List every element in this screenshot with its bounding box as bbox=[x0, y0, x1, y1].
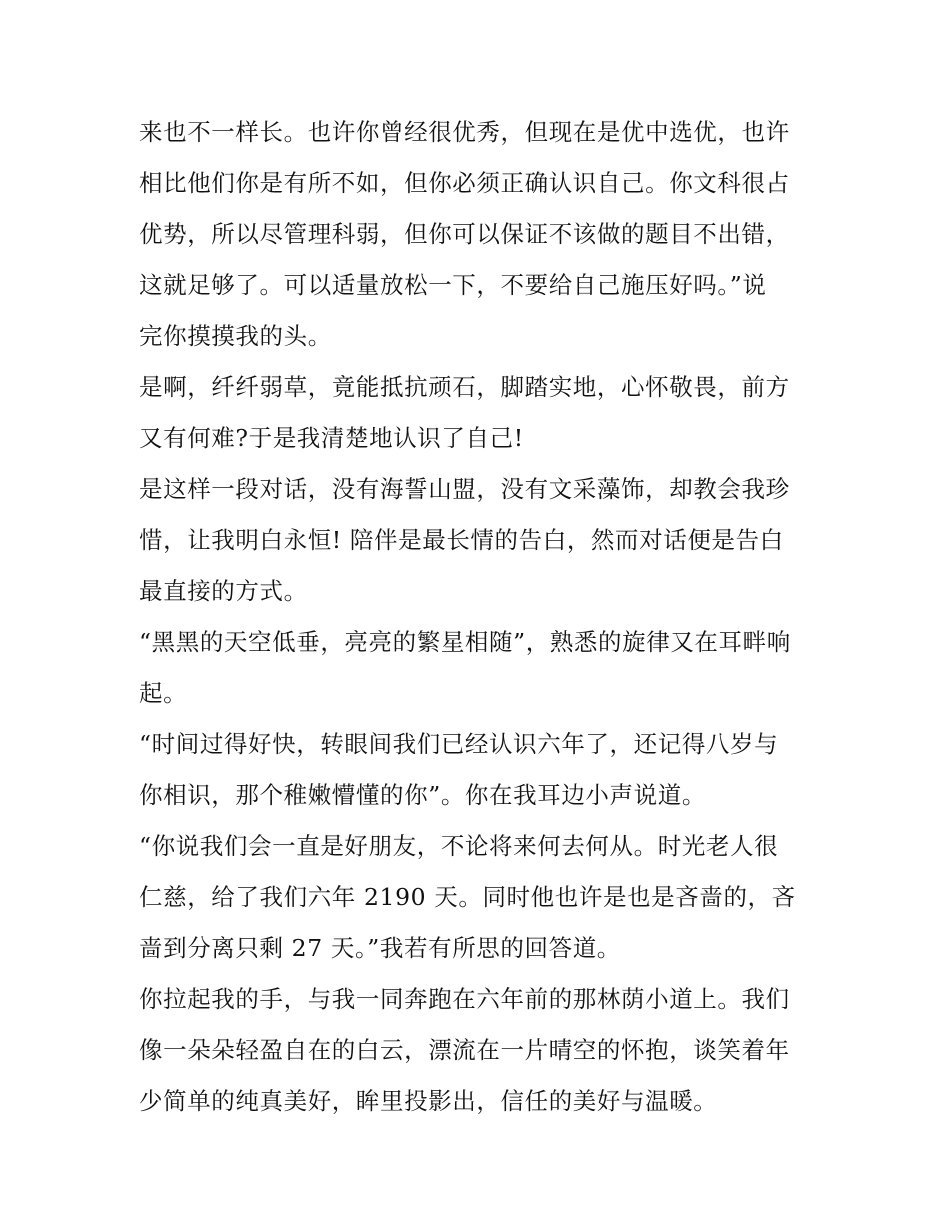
text-line: 完你摸摸我的头。 bbox=[139, 322, 332, 350]
text-line: 最直接的方式。 bbox=[139, 577, 308, 605]
text-line: 啬到分离只剩 27 天。”我若有所思的回答道。 bbox=[139, 934, 621, 962]
text-line: 仁慈，给了我们六年 2190 天。同时他也许是也是吝啬的，吝 bbox=[139, 883, 796, 911]
text-line: 像一朵朵轻盈自在的白云，漂流在一片晴空的怀抱，谈笑着年 bbox=[139, 1036, 790, 1064]
text-line: “黑黑的天空低垂，亮亮的繁星相随”，熟悉的旋律又在耳畔响 bbox=[139, 628, 791, 656]
text-line: 你相识，那个稚嫩懵懂的你”。你在我耳边小声说道。 bbox=[139, 781, 706, 809]
text-line: 少简单的纯真美好，眸里投影出，信任的美好与温暖。 bbox=[139, 1087, 718, 1115]
text-line: 你拉起我的手，与我一同奔跑在六年前的那林荫小道上。我们 bbox=[139, 985, 790, 1013]
text-line: 优势，所以尽管理科弱，但你可以保证不该做的题目不出错， bbox=[139, 220, 790, 248]
text-line: 是这样一段对话，没有海誓山盟，没有文采藻饰，却教会我珍 bbox=[139, 475, 790, 503]
text-line: 惜，让我明白永恒! 陪伴是最长情的告白，然而对话便是告白 bbox=[139, 526, 784, 554]
text-line: 起。 bbox=[139, 679, 188, 707]
text-line: 又有何难?于是我清楚地认识了自己! bbox=[139, 424, 524, 452]
text-line: “你说我们会一直是好朋友，不论将来何去何从。时光老人很 bbox=[139, 832, 779, 860]
text-line: 这就足够了。可以适量放松一下，不要给自己施压好吗。”说 bbox=[139, 271, 767, 299]
text-line: 是啊，纤纤弱草，竟能抵抗顽石，脚踏实地，心怀敬畏，前方 bbox=[139, 373, 790, 401]
text-line: 来也不一样长。也许你曾经很优秀，但现在是优中选优，也许 bbox=[139, 118, 790, 146]
text-line: 相比他们你是有所不如，但你必须正确认识自己。你文科很占 bbox=[139, 169, 790, 197]
text-line: “时间过得好快，转眼间我们已经认识六年了，还记得八岁与 bbox=[139, 730, 779, 758]
document-body-text bbox=[139, 107, 829, 1127]
